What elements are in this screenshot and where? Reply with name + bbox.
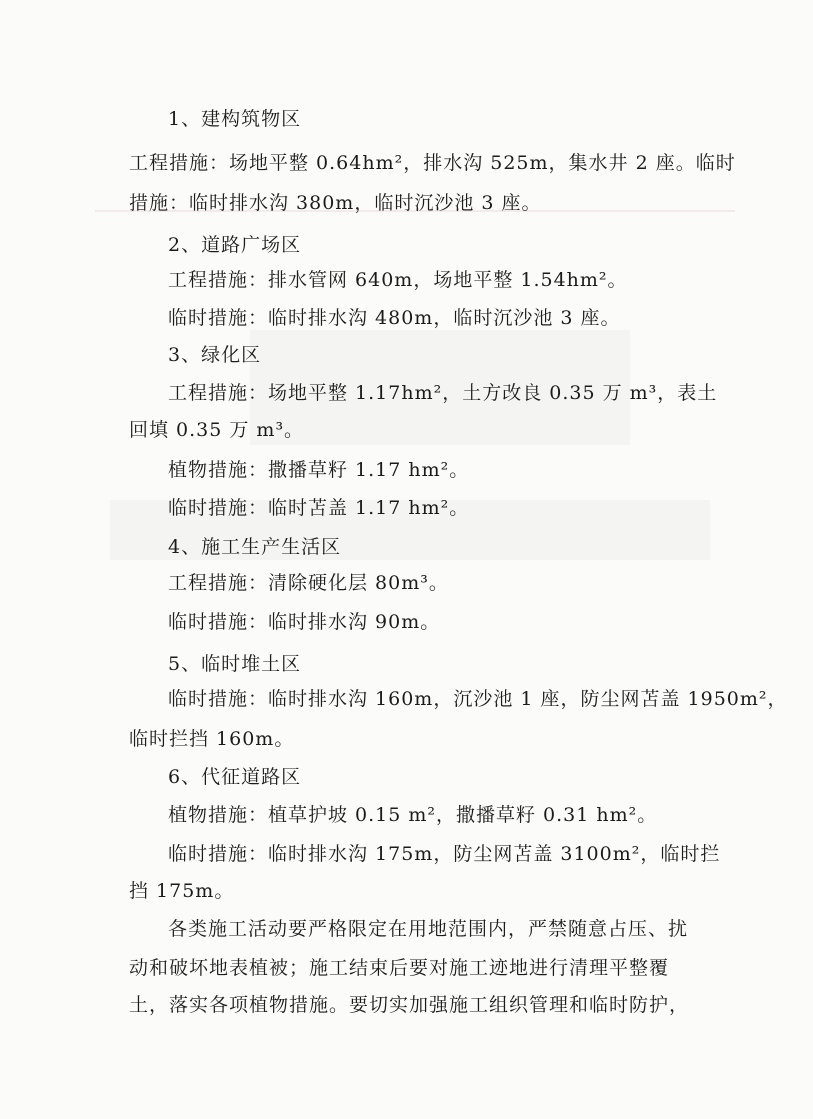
section-3-line-3: 植物措施：撒播草籽 1.17 hm²。 (168, 459, 470, 481)
section-2-line-1: 工程措施：排水管网 640m，场地平整 1.54hm²。 (168, 269, 628, 291)
paragraph-line-3: 土，落实各项植物措施。要切实加强施工组织管理和临时防护， (129, 994, 690, 1016)
section-4-line-1: 工程措施：清除硬化层 80m³。 (168, 572, 449, 594)
section-5-line-1: 临时措施：临时排水沟 160m，沉沙池 1 座，防尘网苫盖 1950m²， (168, 688, 788, 710)
section-2-line-2: 临时措施：临时排水沟 480m，临时沉沙池 3 座。 (168, 307, 621, 329)
section-4-title: 4、施工生产生活区 (168, 536, 342, 558)
section-4-line-2: 临时措施：临时排水沟 90m。 (168, 611, 441, 633)
section-3-line-1: 工程措施：场地平整 1.17hm²，土方改良 0.35 万 m³，表土 (168, 382, 718, 404)
section-1-title: 1、建构筑物区 (168, 108, 302, 130)
section-1-line-2: 措施：临时排水沟 380m，临时沉沙池 3 座。 (129, 192, 542, 214)
section-6-line-3: 挡 175m。 (129, 880, 235, 902)
section-5-line-2: 临时拦挡 160m。 (129, 728, 295, 750)
section-1-line-1: 工程措施：场地平整 0.64hm²，排水沟 525m，集水井 2 座。临时 (129, 152, 736, 174)
paragraph-line-2: 动和破坏地表植被；施工结束后要对施工迹地进行清理平整覆 (129, 957, 670, 979)
section-5-title: 5、临时堆土区 (168, 653, 302, 675)
section-6-line-1: 植物措施：植草护坡 0.15 m²，撒播草籽 0.31 hm²。 (168, 804, 658, 826)
section-6-line-2: 临时措施：临时排水沟 175m，防尘网苫盖 3100m²，临时拦 (168, 843, 721, 865)
section-2-title: 2、道路广场区 (168, 234, 302, 256)
section-3-line-2: 回填 0.35 万 m³。 (129, 419, 305, 441)
section-6-title: 6、代征道路区 (168, 766, 302, 788)
paragraph-line-1: 各类施工活动要严格限定在用地范围内，严禁随意占压、扰 (168, 918, 689, 940)
section-3-title: 3、绿化区 (168, 344, 262, 366)
section-3-line-4: 临时措施：临时苫盖 1.17 hm²。 (168, 497, 470, 519)
